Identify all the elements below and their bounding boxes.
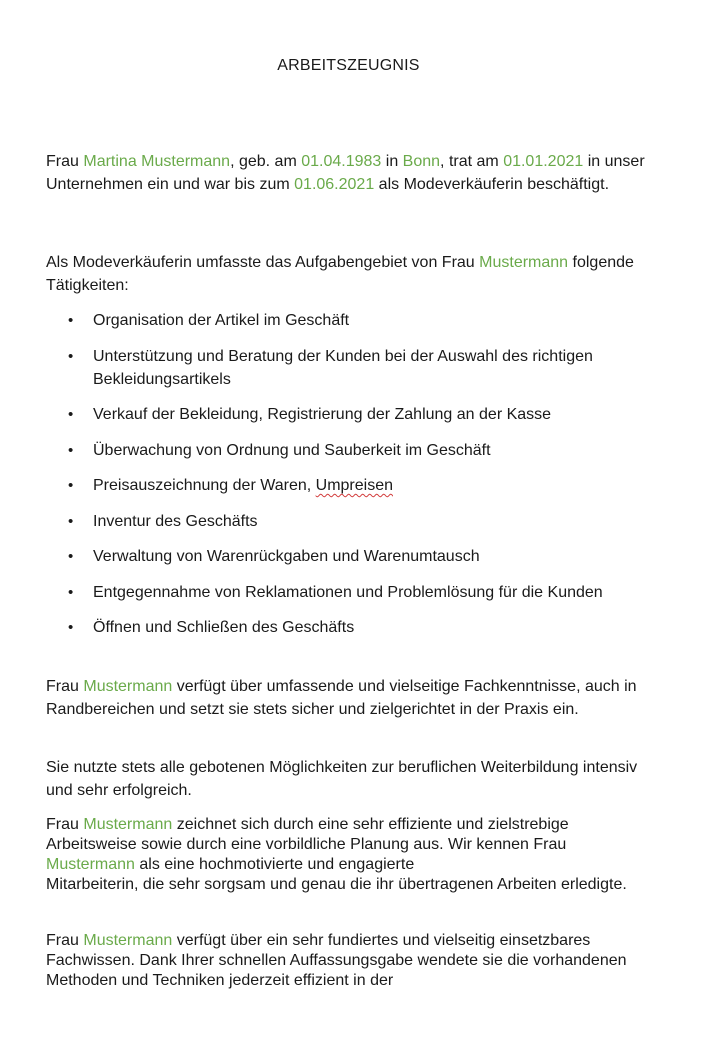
- intro-salutation: Frau: [46, 153, 79, 170]
- expertise-salutation: Frau: [46, 932, 79, 949]
- task-text: Verwaltung von Warenrückgaben und Warenumtausch: [93, 548, 480, 565]
- tasks-intro-after: folgende Tätigkeiten:: [46, 254, 634, 294]
- bullet-icon: •: [68, 619, 74, 636]
- task-list: [46, 309, 646, 652]
- bullet-icon: •: [68, 512, 74, 530]
- intro-paragraph: [46, 151, 656, 196]
- list-item: [46, 545, 646, 568]
- employee-name: Martina Mustermann: [83, 153, 231, 170]
- work-style-text1: zeichnet sich durch eine sehr effiziente und zielstrebige Arbeitsweise sowie durch eine vorbildliche Planung aus. Wir kennen Frau: [46, 816, 569, 853]
- expertise-paragraph: [46, 931, 656, 991]
- list-item: [46, 581, 646, 604]
- list-item: [46, 616, 646, 639]
- tasks-intro-before: Als Modeverkäuferin umfasste das Aufgabengebiet von Frau: [46, 254, 475, 271]
- start-date: 01.01.2021: [503, 153, 584, 170]
- knowledge-paragraph: [46, 676, 656, 721]
- work-style-surname-2: Mustermann: [46, 856, 135, 873]
- list-item: [46, 403, 646, 426]
- work-style-text2: als eine hochmotivierte und engagierte: [139, 856, 415, 873]
- birth-place: Bonn: [402, 153, 441, 170]
- in-label: in: [385, 153, 399, 170]
- document-title: ARBEITSZEUGNIS: [277, 57, 420, 74]
- list-item: [46, 510, 646, 533]
- work-style-paragraph: [46, 815, 656, 895]
- knowledge-surname: Mustermann: [83, 678, 173, 695]
- born-label: , geb. am: [230, 153, 297, 170]
- tasks-intro-surname: Mustermann: [479, 254, 569, 271]
- task-text: Inventur des Geschäfts: [93, 512, 258, 530]
- task-text: Entgegennahme von Reklamationen und Problemlösung für die Kunden: [93, 583, 603, 601]
- task-text-pricing: Preisauszeichnung der Waren,: [93, 477, 312, 494]
- knowledge-salutation: Frau: [46, 678, 79, 695]
- list-item: [46, 439, 646, 462]
- bullet-icon: •: [68, 347, 74, 365]
- joined-label: , trat am: [440, 153, 499, 170]
- tasks-intro-paragraph: [46, 252, 656, 297]
- knowledge-text: verfügt über umfassende und vielseitige Fachkenntnisse, auch in Randbereichen und setzt sie stets sicher und zielgerichtet in der Praxis ein.: [46, 678, 637, 718]
- intro-end-text: als Modeverkäuferin beschäftigt.: [378, 175, 610, 193]
- work-style-text3: Mitarbeiterin, die sehr sorgsam und genau die ihr übertragenen Arbeiten erledigte.: [46, 876, 627, 893]
- task-text: Öffnen und Schließen des Geschäfts: [93, 619, 355, 636]
- end-date: 01.06.2021: [294, 175, 375, 193]
- spellcheck-flagged-word[interactable]: Umpreisen: [315, 477, 393, 494]
- expertise-surname: Mustermann: [83, 932, 173, 949]
- bullet-icon: •: [68, 441, 74, 459]
- expertise-text: verfügt über ein sehr fundiertes und vielseitig einsetzbares Fachwissen. Dank Ihrer schnellen Auffassungsgabe wendete sie die vorhandenen Methoden und Techniken jederzeit effizient in der: [46, 932, 627, 989]
- bullet-icon: •: [68, 312, 74, 329]
- bullet-icon: •: [68, 406, 74, 423]
- task-text: Verkauf der Bekleidung, Registrierung der Zahlung an der Kasse: [93, 406, 552, 423]
- work-style-salutation: Frau: [46, 816, 79, 833]
- bullet-icon: •: [68, 583, 74, 601]
- task-text: Unterstützung und Beratung der Kunden bei der Auswahl des richtigen Bekleidungsartikels: [93, 347, 593, 388]
- birth-date: 01.04.1983: [301, 153, 382, 170]
- bullet-icon: •: [68, 477, 74, 494]
- task-text: Überwachung von Ordnung und Sauberkeit im Geschäft: [93, 441, 491, 459]
- training-paragraph: Sie nutzte stets alle gebotenen Möglichkeiten zur beruflichen Weiterbildung intensiv und sehr erfolgreich.: [46, 759, 638, 799]
- task-text: Organisation der Artikel im Geschäft: [93, 312, 350, 329]
- work-style-surname: Mustermann: [83, 816, 173, 833]
- list-item: [46, 474, 646, 497]
- intro-middle-text: in unser Unternehmen ein und war bis zum: [46, 153, 645, 193]
- bullet-icon: •: [68, 548, 74, 565]
- list-item: [46, 345, 646, 391]
- list-item: [46, 309, 646, 332]
